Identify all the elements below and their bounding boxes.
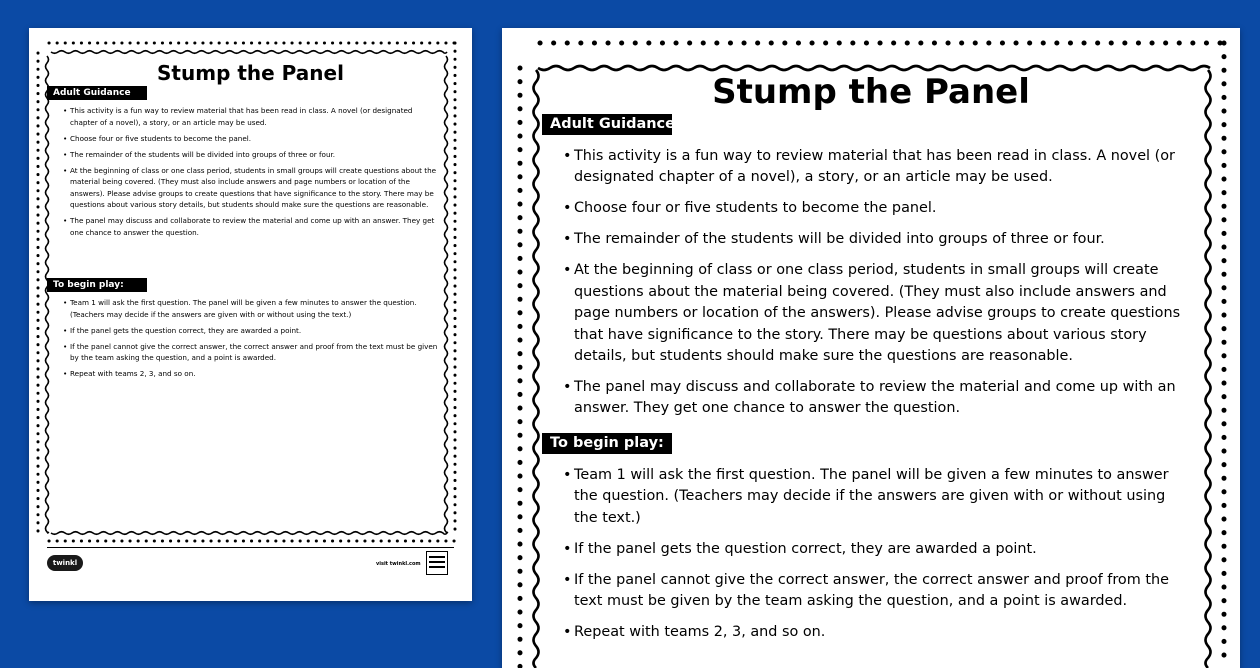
adult-guidance-list — [70, 105, 440, 243]
list-item: • Repeat with teams 2, 3, and so on. — [574, 622, 1184, 643]
worksheet-zoomed — [502, 28, 1240, 668]
list-item: • Choose four or five students to become the panel. — [574, 198, 1184, 219]
list-item: • At the beginning of class or one class period, students in small groups will create questions about the material being covered. (They must also include answers and page numbers or location of the answers). Please advise groups to create questions that have significance to the story. There may be questions about various story details, but students should make sure the questions are reasonable. — [70, 165, 440, 211]
list-item: • If the panel gets the question correct, they are awarded a point. — [574, 539, 1184, 560]
list-item: • The panel may discuss and collaborate to review the material and come up with an answer. They get one chance to answer the question. — [574, 377, 1184, 420]
list-item: • If the panel cannot give the correct answer, the correct answer and proof from the text must be given by the team asking the question, and a point is awarded. — [574, 570, 1184, 613]
worksheet-thumbnail[interactable] — [29, 28, 472, 601]
section-label-adult-guidance: Adult Guidance — [542, 114, 672, 135]
to-begin-play-list — [574, 465, 1184, 653]
page-title: Stump the Panel — [712, 72, 1030, 112]
list-item: • At the beginning of class or one class period, students in small groups will create questions about the material being covered. (They must also include answers and page numbers or location of the answers). Please advise groups to create questions that have significance to the story. There may be questions about various story details, but students should make sure the questions are reasonable. — [574, 260, 1184, 367]
list-item: • Choose four or five students to become the panel. — [70, 133, 440, 145]
list-item: • If the panel cannot give the correct answer, the correct answer and proof from the text must be given by the team asking the question, and a point is awarded. — [70, 341, 440, 364]
to-begin-play-list — [70, 297, 440, 384]
section-label-to-begin-play: To begin play: — [47, 278, 147, 292]
list-item: • The remainder of the students will be divided into groups of three or four. — [574, 229, 1184, 250]
list-item: • The remainder of the students will be divided into groups of three or four. — [70, 149, 440, 161]
list-item: • Team 1 will ask the first question. The panel will be given a few minutes to answer the question. (Teachers may decide if the answers are given with or without using the text.) — [70, 297, 440, 320]
footer-url: visit twinkl.com — [376, 561, 421, 567]
page-title: Stump the Panel — [157, 61, 344, 85]
twinkl-logo: twinkl — [47, 555, 83, 571]
footer-divider — [47, 547, 454, 548]
badge-icon — [426, 551, 448, 575]
list-item: • This activity is a fun way to review material that has been read in class. A novel (or designated chapter of a novel), a story, or an article may be used. — [70, 105, 440, 128]
section-label-to-begin-play: To begin play: — [542, 433, 672, 454]
list-item: • If the panel gets the question correct, they are awarded a point. — [70, 325, 440, 337]
adult-guidance-list — [574, 146, 1184, 429]
section-label-adult-guidance: Adult Guidance — [47, 86, 147, 100]
list-item: • The panel may discuss and collaborate to review the material and come up with an answer. They get one chance to answer the question. — [70, 215, 440, 238]
list-item: • This activity is a fun way to review material that has been read in class. A novel (or designated chapter of a novel), a story, or an article may be used. — [574, 146, 1184, 189]
list-item: • Repeat with teams 2, 3, and so on. — [70, 368, 440, 380]
list-item: • Team 1 will ask the first question. The panel will be given a few minutes to answer the question. (Teachers may decide if the answers are given with or without using the text.) — [574, 465, 1184, 529]
